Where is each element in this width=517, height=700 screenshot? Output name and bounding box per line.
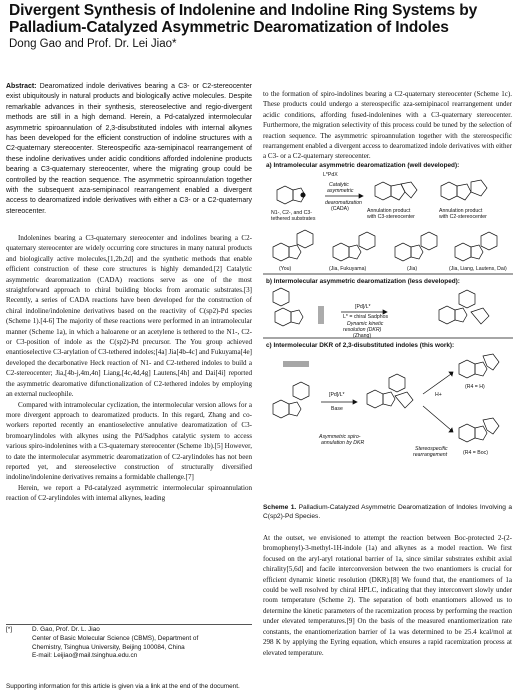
- scheme-c-base-label: Base: [331, 406, 343, 412]
- caption-label: Scheme 1.: [263, 504, 297, 511]
- scheme-catalytic-label: Catalytic: [329, 182, 349, 188]
- footnote-line: D. Gao, Prof. Dr. L. Jiao: [32, 626, 100, 633]
- scheme-tethered2-label: tethered substrates: [271, 216, 316, 222]
- scheme-jia-fuk-label: (Jia, Fukuyama): [329, 266, 367, 272]
- paper-title: Divergent Synthesis of Indolenine and Indoline Ring Systems by Palladium-Catalyzed Asymmetric Dearomatization of Indoles: [9, 2, 478, 36]
- scheme-c-r1-label: (R4 = H): [465, 384, 485, 390]
- footnote-affiliation: [32, 626, 252, 661]
- body-right-column-top: [263, 82, 512, 169]
- scheme-drawing: [263, 162, 513, 498]
- abstract-text: Dearomatized indole derivatives bearing a C3- or C2-stereocenter exist ubiquitously in natural products and biologically active molecules. Despite remarkable advances in their synthesis, stereoselective and regio-divergent methods are still in a high demand. Herein, a Pd-catalyzed intermolecular asymmetric spiroannulation of 2,3-disubstituted indoles with internal alkynes has been developed for the efficient construction of indoline structures with a C2-quaternary stereocenter. Stereospecific aza-semipinacol rearrangement of these indoline derivatives under acidic conditions afforded indolenine products bearing a C3-quaternary stereocenter, where the migrating group could be controlled by the reaction sequence. The asymmetric spiroannulation together with the subsequent aza-semipinacol rearrangement enabled a divergent access to dearomatized indole derivatives with either a C3- or a C2-quaternary stereocenter.: [6, 83, 252, 215]
- scheme-section-a: a) Intramolecular asymmetric dearomatization (well developed):: [266, 162, 460, 169]
- scheme-section-b: b) Intermolecular asymmetric dearomatization (less developed):: [266, 278, 460, 285]
- scheme-tethered-label: N1-, C2-, and C3-: [271, 210, 312, 216]
- scheme-b-who-label: (Zhang): [353, 333, 372, 339]
- scheme-b-res-label: resolution (DKR): [343, 327, 382, 333]
- caption-text: Palladium-Catalyzed Asymmetric Dearomatization of Indoles Involving a C(sp2)-Pd Species.: [263, 504, 513, 521]
- scheme-jia-label: (Jia): [407, 266, 418, 272]
- scheme-c-stereo2-label: rearrangement: [413, 452, 448, 458]
- paragraph: to the formation of spiro-indolines bearing a C2-quaternary stereocenter (Scheme 1c). These products could undergo a stereospecific aza-semipinacol rearrangement under acidic conditions, affording fused-indolenines with a C3-quaternary stereocenter. Furthermore, the migration selectivity of this process could be tuned by the selection of reaction sequence. The asymmetric spiroannulation together with the stereospecific rearrangement enabled a divergent access to dearomatized indole derivatives with either a C3- or a C2-quaternary stereocenter.: [263, 90, 512, 161]
- scheme-prod1b-label: with C3-stereocenter: [367, 214, 415, 220]
- abstract: [6, 82, 252, 217]
- scheme-1-figure: [263, 162, 513, 498]
- scheme-c-spiro-label: Asymmetric spiro-: [319, 434, 361, 440]
- scheme-prod2b-label: with C2-stereocenter: [439, 214, 487, 220]
- paragraph: Indolenines bearing a C3-quaternary stereocenter and indolines bearing a C2-quaternary stereocenter are widely occurring core structures in many natural products and biologically active molecules,[1,2b,2d] and the synthetic methods that enable efficient construction of these core structures is highly demanded.[2] Catalytic asymmetric dearomatization (CADA) reactions serve as one of the most straightforward approach to chiral building blocks from aromatic substrates.[3] Recently, a series of CADA reactions have been developed for the construction of chiral indoline/indolenine derivatives based on the reactivity of C(sp2)-Pd species (Scheme 1).[4-6] The majority of these reactions were performed in an intramolecular manner (Scheme 1a), in which a haloarene or an acetylene is tethered to the N1-, C2- or C3-position of indole as the C(sp2)-Pd precursor. The You group achieved enantioselective C3-arylation of C3-tethered indoles;[4a] Jia[4b-4c] and Fukuyama[4e] developed the decarbonative Heck reaction of N1- and C2-tethered indoles to build a C2-stereocenter; Jia,[4b-j,4m,4n] Liang,[4c,4d,4g] Lautens,[4h] and Dai[4i] reported the asymmetric dearomative difunctionalization of C2-tethered indoles by employing an external nucleophile.: [6, 234, 252, 399]
- author-line: Dong Gao and Prof. Dr. Lei Jiao*: [9, 38, 177, 50]
- footnote-rule: [6, 624, 252, 625]
- abstract-label: Abstract:: [6, 83, 37, 90]
- footnote-line: Center of Basic Molecular Science (CBMS), Department of: [32, 634, 199, 642]
- scheme-c-r2-label: (R4 = Boc): [463, 450, 488, 456]
- scheme-dearom-label: dearomatization: [325, 200, 362, 206]
- scheme-section-c: c) Intermolecular DKR of 2,3-disubstituted indoles (this work):: [266, 342, 455, 349]
- scheme-prod2-label: Annulation product: [439, 208, 483, 214]
- scheme-asymmetric-label: asymmetric: [327, 188, 354, 194]
- footnote-line: E-mail: Leijiao@mail.tsinghua.edu.cn: [32, 652, 138, 660]
- scheme-c-cat-label: [Pd]/L*: [329, 392, 345, 398]
- scheme-you-label: (You): [279, 266, 292, 272]
- scheme-b-lig-label: L* = chiral Sadphos: [343, 314, 389, 320]
- scheme-b-cat-label: [Pd]/L*: [355, 304, 371, 310]
- scheme-b-dyn-label: Dynamic kinetic: [347, 321, 384, 327]
- scheme-c-stereo-label: Stereospecific: [415, 446, 448, 452]
- scheme-cada-label: (CADA): [331, 206, 349, 212]
- paragraph: Compared with intramolecular cyclization, the intermolecular version allows for a more divergent approach to dearomatized products. In this regard, Zhang and co-workers reported recently an enantioselective annulative dearomatization of C3-bromoarylindoles with alkynes using the Pd/Sadphos catalytic system to access various spiro-indolenines with a C3-quaternary stereocenter (Scheme 1b).[5] However, to date the intermolecular asymmetric dearomatization of C2-arylindoles has not been reported yet, and stereoselective construction of structurally diversified indoline/indolenine derivatives remains a formidable challenge.[7]: [6, 400, 252, 482]
- scheme-jia-lll-label: (Jia, Liang, Lautens, Dai): [449, 266, 507, 272]
- footnote-mark: [*]: [6, 626, 13, 633]
- scheme-c-spiro2-label: annulation by DKR: [321, 440, 365, 446]
- body-left-column: [6, 233, 252, 504]
- body-right-column-bottom: [263, 526, 512, 665]
- scheme-prod1-label: Annulation product: [367, 208, 411, 214]
- supporting-info-note: Supporting information for this article is given via a link at the end of the document.: [6, 683, 240, 690]
- scheme-cat-label: L*PdX: [323, 172, 338, 178]
- scheme-c-h-label: H+: [435, 392, 442, 398]
- paragraph: At the outset, we envisioned to attempt the reaction between Boc-protected 2-(2-bromophenyl)-3-methyl-1H-indole (1a) and alkynes as a model reaction. We first focused on the aryl-aryl rotational barrier of 1a, since similar substrates exhibit axial chirality[5,6d] and facile interconversion between the two enantiomers is crucial for efficient dynamic kinetic resolution (DKR).[8] We found that, the enantiomers of 1a could be well resolved by chiral HPLC, indicating that they interconvert slowly under room temperature (Scheme 2). The separation of both enantiomers allowed us to determine the kinetic parameters of the racemization process by performing the reaction under elevated temperatures.[9] On the basis of the measured enantiomerization rate constants, the enantiomerization barrier of 1a was determined to be 25.4 kcal/mol at 298 K by applying the Eyring equation, which ensures a rapid racemization process at elevated temperature.: [263, 534, 512, 657]
- scheme-caption: [263, 503, 512, 522]
- footnote-line: Chemistry, Tsinghua University, Beijing 100084, China: [32, 643, 185, 651]
- paragraph: Herein, we report a Pd-catalyzed asymmetric intermolecular spiroannulation reaction of C2-arylindoles with internal alkynes, leading: [6, 483, 252, 503]
